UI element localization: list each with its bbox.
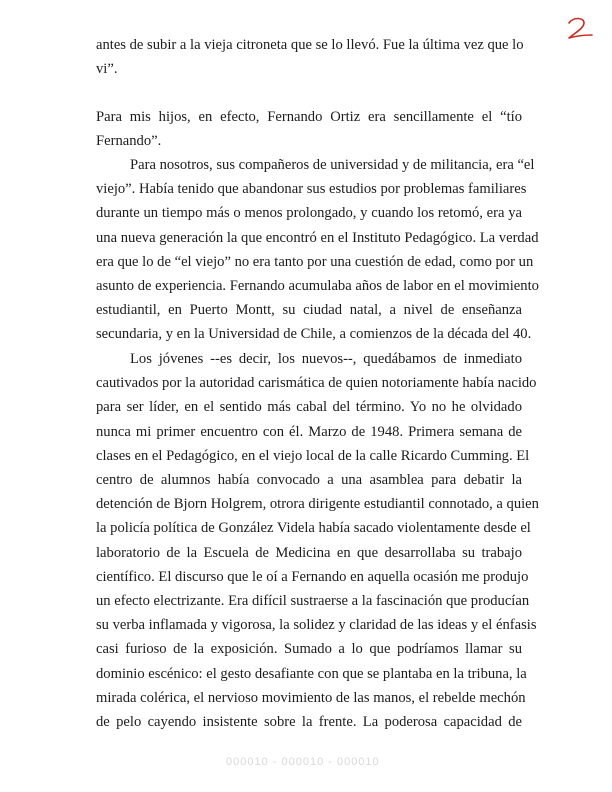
text-line: clases en el Pedagógico, en el viejo local de la calle Ricardo Cumming. El <box>96 447 530 464</box>
paragraph-los-jovenes <box>96 347 539 734</box>
text-line: Los jóvenes --es decir, los nuevos--, quedábamos de inmediato <box>130 351 522 367</box>
text-line: viejo”. Había tenido que abandonar sus estudios por problemas familiares <box>96 181 527 198</box>
text-line: secundaria, y en la Universidad de Chile, a comienzos de la década del 40. <box>96 326 532 343</box>
paragraph-tio-fernando <box>96 105 522 153</box>
text-line: antes de subir a la vieja citroneta que se lo llevó. Fue la última vez que lo <box>96 37 524 53</box>
paragraph-closing-quote <box>96 33 522 81</box>
text-line: Para mis hijos, en efecto, Fernando Ortiz era sencillamente el “tío <box>96 109 522 125</box>
text-line: cautivados por la autoridad carismática de quien notoriamente había nacido <box>96 375 537 392</box>
text-line: científico. El discurso que le oí a Fernando en aquella ocasión me produjo <box>96 568 529 585</box>
text-line: durante un tiempo más o menos prolongado, y cuando los retomó, era ya <box>96 205 522 222</box>
text-line: casi furioso de la exposición. Sumado a lo que podríamos llamar su <box>96 641 522 658</box>
faint-archive-stamp: 000010 - 000010 - 000010 <box>226 756 380 768</box>
text-line: dominio escénico: el gesto desafiante con que se plantaba en la tribuna, la <box>96 665 527 682</box>
text-line: vi”. <box>96 61 118 78</box>
handwritten-page-number <box>560 14 596 44</box>
text-line: la policía política de González Videla había sacado violentamente desde el <box>96 520 531 537</box>
text-line: mirada colérica, el nervioso movimiento de las manos, el rebelde mechón <box>96 689 526 706</box>
text-line: detención de Bjorn Holgrem, otrora dirigente estudiantil connotado, a quien <box>96 496 539 513</box>
text-line: nunca mi primer encuentro con él. Marzo de 1948. Primera semana de <box>96 423 522 440</box>
text-line: Para nosotros, sus compañeros de universidad y de militancia, era “el <box>130 157 535 173</box>
text-line: para ser líder, en el sentido más cabal del término. Yo no he olvidado <box>96 399 522 416</box>
text-line: estudiantil, en Puerto Montt, su ciudad natal, a nivel de enseñanza <box>96 302 522 319</box>
text-line: laboratorio de la Escuela de Medicina en que desarrollaba su trabajo <box>96 544 522 561</box>
text-line: su verba inflamada y vigorosa, la solidez y claridad de las ideas y el énfasis <box>96 617 537 634</box>
text-line: una nueva generación la que encontró en el Instituto Pedagógico. La verdad <box>96 229 539 246</box>
text-line: era que lo de “el viejo” no era tanto por una cuestión de edad, como por un <box>96 253 534 270</box>
text-line: Fernando”. <box>96 133 162 150</box>
paragraph-el-viejo <box>96 153 539 347</box>
text-line: un efecto electrizante. Era difícil sustraerse a la fascinación que producían <box>96 593 530 610</box>
text-line: asunto de experiencia. Fernando acumulaba años de labor en el movimiento <box>96 278 539 295</box>
text-line: de pelo cayendo insistente sobre la frente. La poderosa capacidad de <box>96 714 522 731</box>
text-line: centro de alumnos había convocado a una asamblea para debatir la <box>96 472 522 489</box>
